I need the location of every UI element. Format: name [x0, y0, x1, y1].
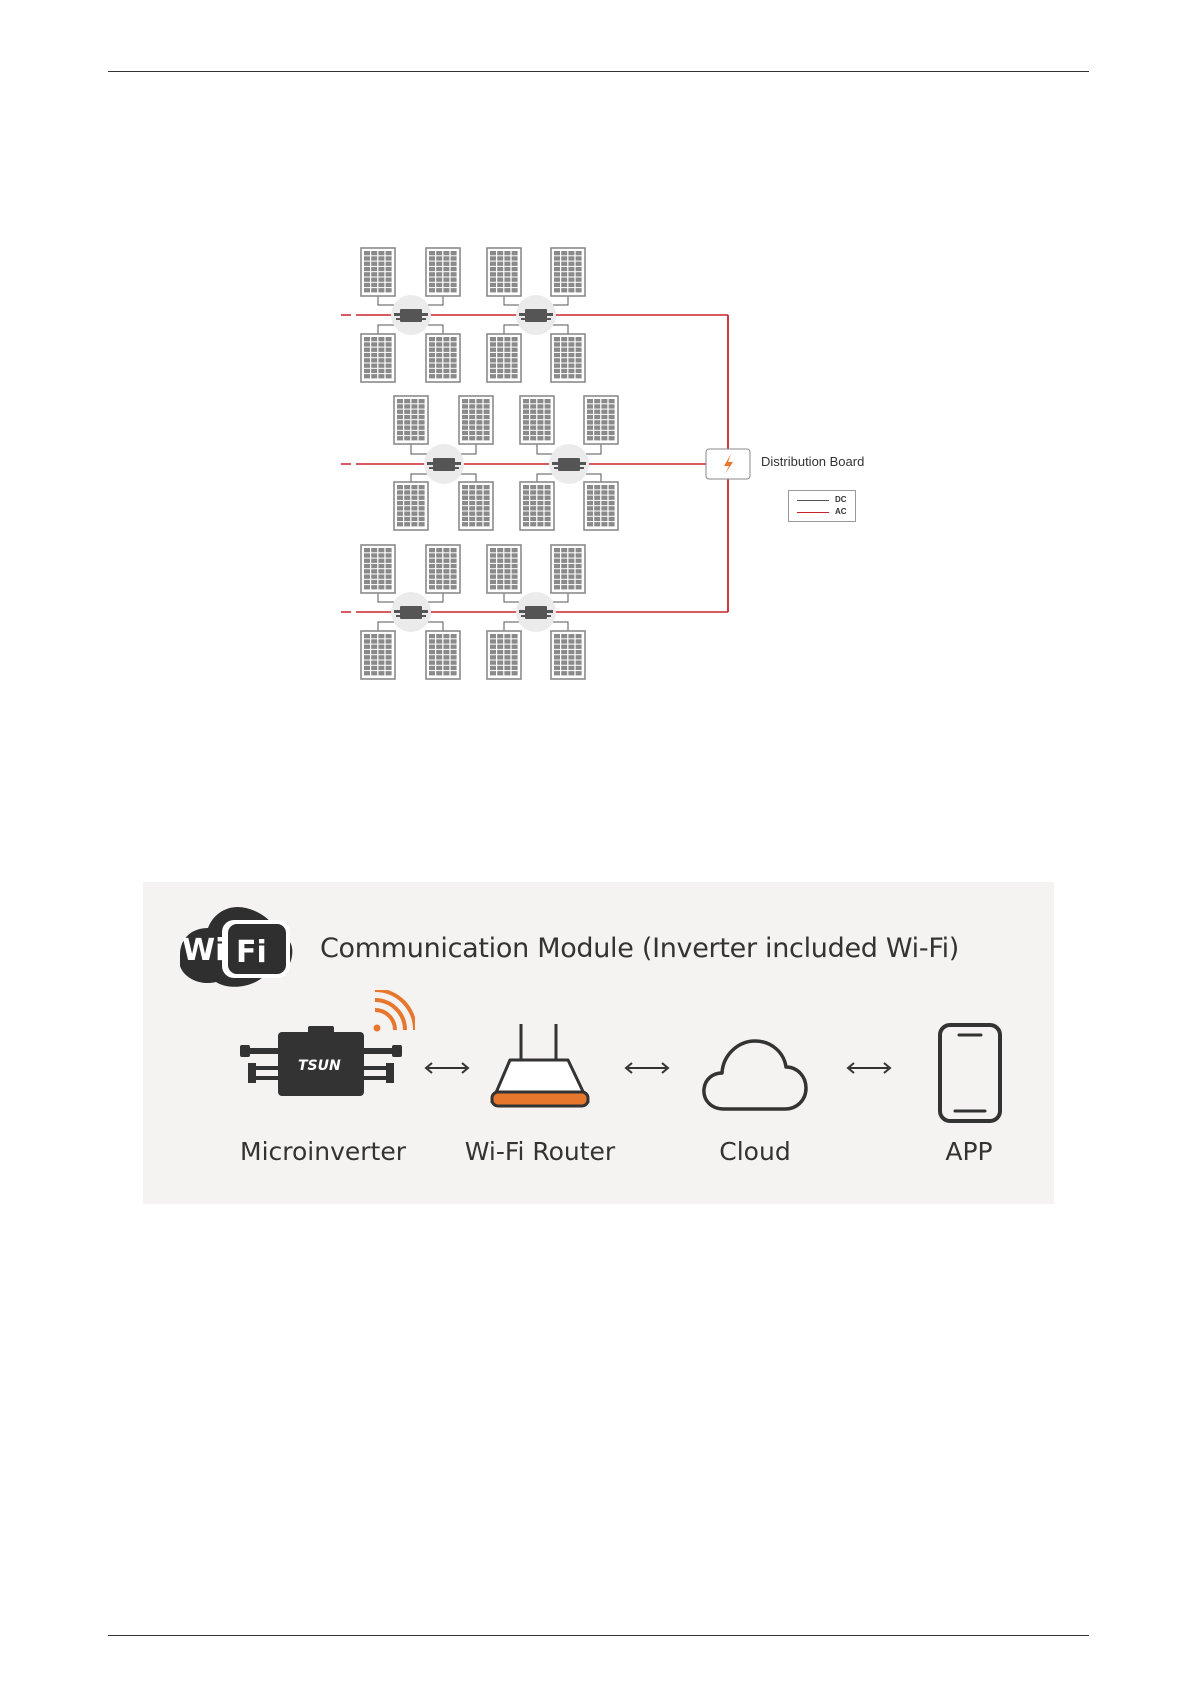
system-wiring-diagram: [0, 0, 1191, 700]
solar-panel-icon: [361, 631, 395, 679]
distribution-board-label: Distribution Board: [761, 454, 865, 469]
solar-panel-icon: [426, 631, 460, 679]
solar-panel-icon: [459, 482, 493, 530]
solar-panel-icon: [584, 482, 618, 530]
legend-dc-line: [797, 500, 829, 501]
bidirectional-arrow-icon: [424, 1062, 470, 1074]
solar-panel-icon: [394, 396, 428, 444]
solar-panel-icon: [551, 334, 585, 382]
solar-panel-icon: [551, 545, 585, 593]
flow-label-cloud: Cloud: [719, 1137, 791, 1166]
solar-panel-icon: [394, 482, 428, 530]
wiring-legend: [788, 490, 856, 522]
solar-panel-icon: [487, 545, 521, 593]
router-icon: [488, 1020, 593, 1115]
solar-panel-icon: [426, 248, 460, 296]
solar-panel-icon: [520, 482, 554, 530]
solar-panel-icon: [551, 631, 585, 679]
flow-label-wifi-router: Wi-Fi Router: [464, 1137, 616, 1166]
flow-label-microinverter: Microinverter: [240, 1137, 406, 1166]
bidirectional-arrow-icon: [624, 1062, 670, 1074]
cloud-icon: [700, 1035, 810, 1115]
svg-text:Fi: Fi: [236, 935, 267, 970]
solar-panel-icon: [487, 334, 521, 382]
solar-panel-icon: [361, 545, 395, 593]
solar-panel-icon: [361, 334, 395, 382]
microinverter-icon: [240, 990, 415, 1105]
solar-panel-icon: [426, 545, 460, 593]
solar-panel-icon: [584, 396, 618, 444]
phone-icon: [937, 1022, 1003, 1124]
solar-panel-icon: [361, 248, 395, 296]
solar-panel-icon: [426, 334, 460, 382]
solar-panel-icon: [520, 396, 554, 444]
svg-text:TSUN: TSUN: [298, 1058, 341, 1074]
communication-title: Communication Module (Inverter included Wi-Fi): [320, 933, 960, 964]
flow-label-app: APP: [945, 1137, 993, 1166]
wifi-logo-icon: [170, 900, 296, 990]
legend-ac-line: [797, 512, 829, 513]
legend-ac-label: AC: [835, 507, 847, 516]
solar-panel-icon: [487, 248, 521, 296]
legend-dc-label: DC: [835, 495, 847, 504]
solar-panel-icon: [459, 396, 493, 444]
solar-panel-icon: [551, 248, 585, 296]
svg-text:Wi: Wi: [182, 933, 226, 968]
footer-rule: [108, 1635, 1089, 1636]
solar-panel-icon: [487, 631, 521, 679]
bidirectional-arrow-icon: [846, 1062, 892, 1074]
